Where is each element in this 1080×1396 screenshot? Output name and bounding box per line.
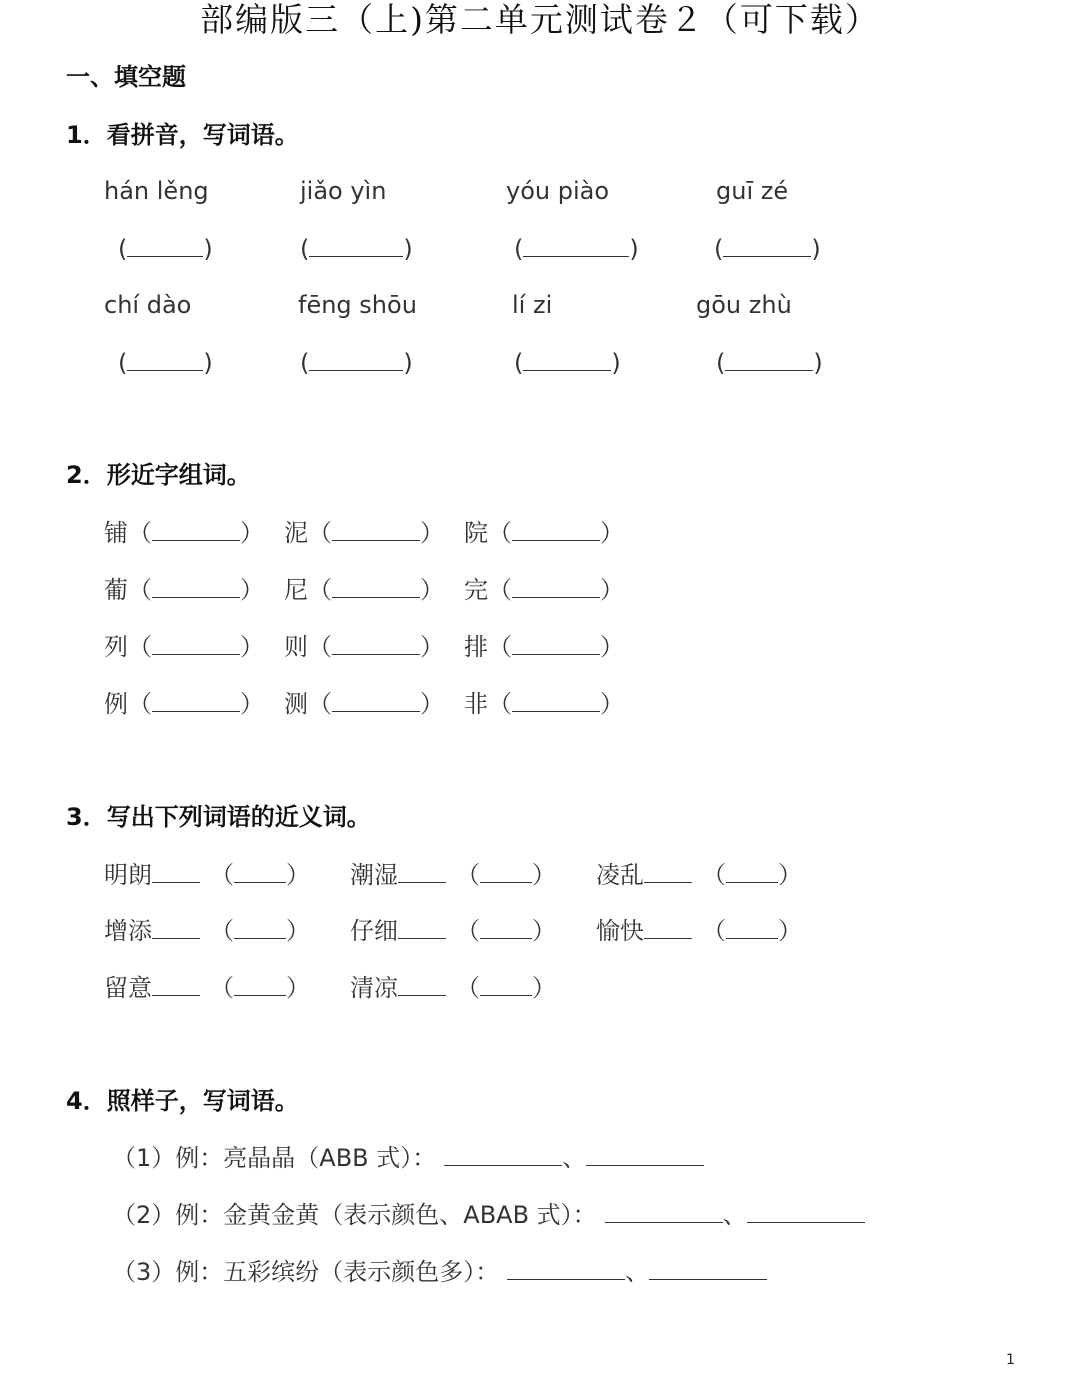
pinyin-8: gōu zhù [696, 291, 792, 319]
answer-blank[interactable] [714, 234, 821, 264]
example-item-1[interactable]: （1）例：亮晶晶（ABB 式）： 、 [112, 1143, 704, 1173]
answer-blank[interactable] [514, 234, 639, 264]
synonym-item[interactable]: 凌乱 （ ） [596, 861, 802, 889]
char-item[interactable]: 例（ ） [104, 690, 264, 718]
synonym-item[interactable]: 明朗 （ ） [104, 861, 310, 889]
close-paren: ) [611, 349, 621, 377]
open-paren: ( [118, 349, 128, 377]
answer-blank[interactable] [300, 234, 413, 264]
close-paren: ) [629, 235, 639, 263]
pinyin-4: guī zé [716, 177, 789, 205]
close-paren: ) [813, 349, 823, 377]
char-item[interactable]: 院（ ） [464, 519, 624, 547]
question-3-heading: 3．写出下列词语的近义词。 [66, 803, 371, 831]
synonym-item[interactable]: 清凉 （ ） [350, 974, 556, 1002]
page-title: 部编版三（上)第二单元测试卷２（可下载） [200, 0, 880, 39]
open-paren: ( [118, 235, 128, 263]
char-item[interactable]: 测（ ） [284, 690, 444, 718]
synonym-item[interactable]: 增添 （ ） [104, 917, 310, 945]
pinyin-3: yóu piào [506, 177, 610, 205]
pinyin-7: lí zi [512, 291, 553, 319]
question-1-heading: 1．看拼音，写词语。 [66, 121, 299, 149]
pinyin-1: hán lěng [104, 177, 209, 205]
close-paren: ) [403, 235, 413, 263]
char-item[interactable]: 葡（ ） [104, 576, 264, 604]
open-paren: ( [716, 349, 726, 377]
pinyin-5: chí dào [104, 291, 192, 319]
answer-blank[interactable] [716, 348, 823, 378]
synonym-item[interactable]: 留意 （ ） [104, 974, 310, 1002]
page-number: 1 [1006, 1352, 1015, 1368]
close-paren: ) [403, 349, 413, 377]
pinyin-6: fēng shōu [298, 291, 417, 319]
pinyin-2: jiǎo yìn [300, 177, 387, 205]
close-paren: ) [811, 235, 821, 263]
char-item[interactable]: 非（ ） [464, 690, 624, 718]
open-paren: ( [300, 235, 310, 263]
char-item[interactable]: 则（ ） [284, 633, 444, 661]
open-paren: ( [514, 349, 524, 377]
synonym-item[interactable]: 潮湿 （ ） [350, 861, 556, 889]
example-item-3[interactable]: （3）例：五彩缤纷（表示颜色多）： 、 [112, 1257, 767, 1287]
synonym-item[interactable]: 仔细 （ ） [350, 917, 556, 945]
char-item[interactable]: 排（ ） [464, 633, 624, 661]
question-4-heading: 4．照样子，写词语。 [66, 1087, 299, 1115]
close-paren: ) [203, 349, 213, 377]
char-item[interactable]: 完（ ） [464, 576, 624, 604]
open-paren: ( [300, 349, 310, 377]
question-2-heading: 2．形近字组词。 [66, 461, 251, 489]
synonym-item[interactable]: 愉快 （ ） [596, 917, 802, 945]
char-item[interactable]: 尼（ ） [284, 576, 444, 604]
section-heading: 一、填空题 [66, 63, 186, 91]
open-paren: ( [514, 235, 524, 263]
open-paren: ( [714, 235, 724, 263]
answer-blank[interactable] [514, 348, 621, 378]
close-paren: ) [203, 235, 213, 263]
char-item[interactable]: 泥（ ） [284, 519, 444, 547]
char-item[interactable]: 列（ ） [104, 633, 264, 661]
answer-blank[interactable] [118, 348, 213, 378]
answer-blank[interactable] [118, 234, 213, 264]
answer-blank[interactable] [300, 348, 413, 378]
example-item-2[interactable]: （2）例：金黄金黄（表示颜色、ABAB 式）： 、 [112, 1200, 865, 1230]
char-item[interactable]: 铺（ ） [104, 519, 264, 547]
